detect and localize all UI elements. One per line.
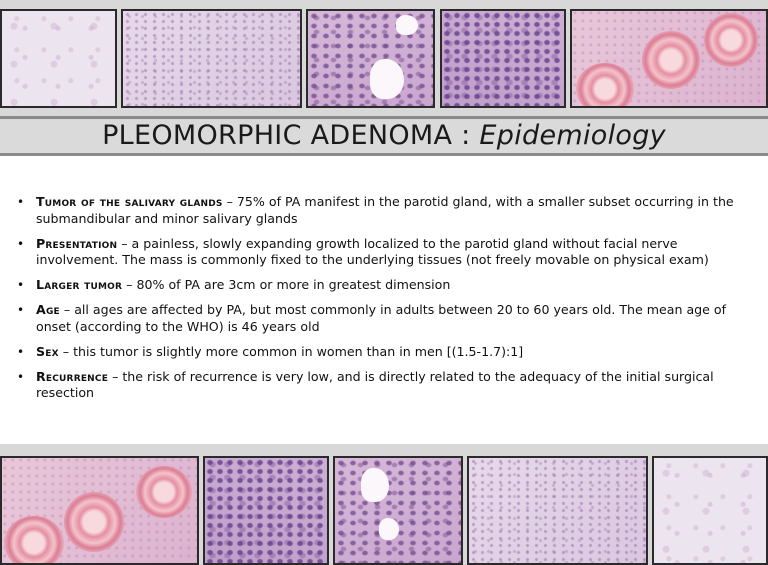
bullet-term: Age [36, 302, 60, 317]
bullet-icon: • [17, 278, 25, 292]
histology-image-8 [333, 456, 463, 565]
bullet-term: Sex [36, 343, 59, 359]
histology-image-9 [467, 456, 648, 565]
bullet-icon: • [17, 195, 25, 209]
bullet-text: – 80% of PA are 3cm or more in greatest dimension [122, 277, 451, 292]
bullet-item [12, 194, 752, 227]
title-subtitle: Epidemiology [479, 120, 666, 151]
bullet-text: – the risk of recurrence is very low, and is directly related to the adequacy of the initial surgical resection [36, 368, 714, 400]
histology-image-7 [203, 456, 329, 565]
bullet-item [12, 236, 752, 269]
histology-image-1 [0, 9, 117, 108]
bullet-icon: • [17, 303, 25, 317]
histology-image-2 [121, 9, 302, 108]
bullet-text: – this tumor is slightly more common in women than in men [(1.5-1.7):1] [58, 343, 524, 359]
histology-image-3 [306, 9, 435, 108]
histology-image-10 [652, 456, 768, 565]
histology-image-5 [570, 9, 768, 108]
title-main: PLEOMORPHIC ADENOMA : [102, 120, 480, 151]
bullet-icon: • [17, 344, 25, 359]
bullet-list [12, 194, 752, 410]
bullet-item [12, 302, 752, 335]
page-title [0, 116, 768, 156]
bullet-term: Recurrence [36, 368, 109, 384]
bullet-text: – all ages are affected by PA, but most commonly in adults between 20 to 60 years old. The mean age of onset (according to the WHO) is 46 years old [36, 302, 727, 334]
bullet-term: Presentation [36, 235, 118, 251]
bullet-term: Tumor of the salivary glands [36, 194, 223, 209]
bullet-term: Larger tumor [36, 277, 123, 292]
bullet-item [12, 369, 752, 402]
bullet-text: – 75% of PA manifest in the parotid gland, with a smaller subset occurring in the submandibular and minor salivary glands [36, 194, 734, 226]
top-image-strip [0, 0, 768, 116]
bullet-text: – a painless, slowly expanding growth localized to the parotid gland without facial nerve involvement. The mass is commonly fixed to the underlying tissues (not freely movable on physical exam) [36, 235, 709, 267]
histology-image-6 [0, 456, 199, 565]
bullet-icon: • [17, 236, 25, 251]
bullet-item [12, 344, 752, 361]
bottom-image-strip [0, 444, 768, 565]
bullet-item [12, 277, 752, 294]
histology-image-4 [440, 9, 566, 108]
bullet-icon: • [17, 369, 25, 384]
